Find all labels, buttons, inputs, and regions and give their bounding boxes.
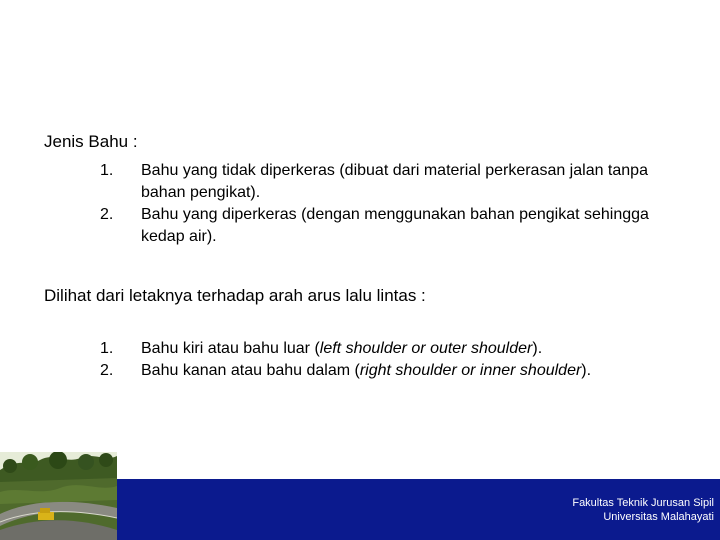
list-item-text (141, 360, 681, 382)
section-heading-letak: Dilihat dari letaknya terhadap arah arus lalu lintas : (44, 286, 426, 305)
jenis-bahu-list (0, 160, 681, 248)
list-item (0, 204, 681, 248)
section-heading-jenis-bahu: Jenis Bahu : (44, 132, 138, 151)
list-item (0, 338, 681, 360)
list-item-text: Bahu yang diperkeras (dengan menggunakan bahan pengikat sehingga kedap air). (141, 206, 649, 245)
list-item (0, 160, 681, 204)
list-item-text-post: ). (532, 340, 543, 357)
list-item-text-post: ). (581, 362, 592, 379)
list-item-text-italic: right shoulder or inner shoulder (359, 362, 582, 379)
list-item-text-pre: Bahu kiri atau bahu luar ( (141, 340, 320, 357)
road-photo (0, 452, 117, 540)
letak-bahu-list (0, 338, 681, 382)
list-item-number: 2. (100, 362, 114, 379)
list-item-text: Bahu yang tidak diperkeras (dibuat dari material perkerasan jalan tanpa bahan pengikat). (141, 162, 648, 201)
list-item-number: 2. (100, 206, 114, 223)
footer-institution (572, 496, 714, 524)
list-item-number: 1. (100, 340, 114, 357)
footer-university: Universitas Malahayati (603, 511, 714, 523)
footer-faculty: Fakultas Teknik Jurusan Sipil (572, 497, 714, 509)
list-item (0, 360, 681, 382)
list-item-text (141, 338, 681, 360)
list-item-text-pre: Bahu kanan atau bahu dalam ( (141, 362, 360, 379)
list-item-number: 1. (100, 162, 114, 179)
list-item-text-italic: left shoulder or outer shoulder (319, 340, 533, 357)
